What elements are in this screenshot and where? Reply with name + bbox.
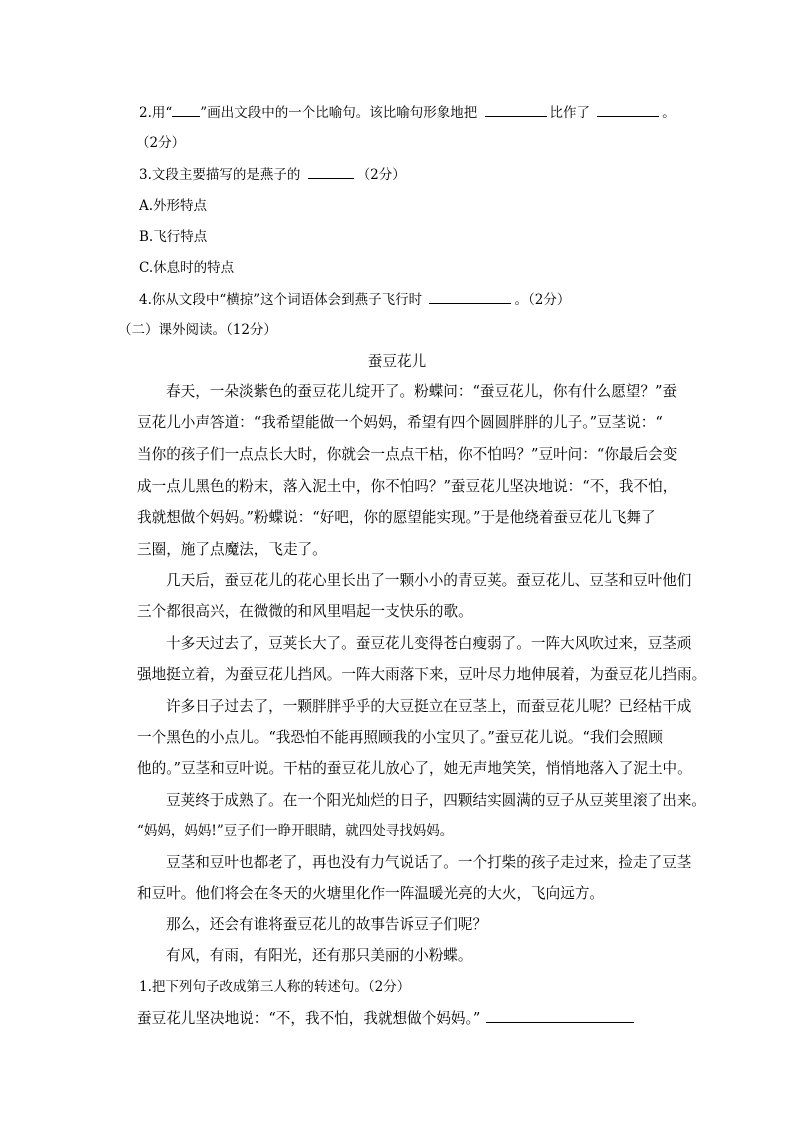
option-c: C.休息时的特点 — [139, 260, 235, 276]
story-line: 豆荚终于成熟了。在一个阳光灿烂的日子，四颗结实圆满的豆子从豆荚里滚了出来。 — [166, 792, 706, 809]
q4-text: 4.你从文段中“横掠”这个词语体会到燕子飞行时 — [139, 292, 423, 308]
answer-blank[interactable] — [597, 102, 659, 117]
story-line: 豆花儿小声答道：“我希望能做一个妈妈，希望有四个圆圆胖胖的儿子。”豆茎说：“ — [137, 414, 663, 431]
story-line: 我就想做个妈妈。”粉蝶说：“好吧，你的愿望能实现。”于是他绕着蚕豆花儿飞舞了 — [137, 509, 656, 526]
story-line: 当你的孩子们一点点长大时，你就会一点点干枯，你不怕吗？”豆叶问：“你最后会变 — [137, 446, 678, 463]
story-line: 那么，还会有谁将蚕豆花儿的故事告诉豆子们呢？ — [166, 916, 488, 933]
question-b1-sentence — [137, 1008, 637, 1029]
q3-text: 3.文段主要描写的是燕子的 — [139, 167, 301, 183]
answer-blank[interactable] — [429, 289, 511, 304]
story-line: 豆茎和豆叶也都老了，再也没有力气说话了。一个打柴的孩子走过来，捡走了豆茎 — [166, 854, 692, 871]
q3-score: （2分） — [356, 167, 406, 183]
story-line: 许多日子过去了，一颗胖胖乎乎的大豆挺立在豆茎上，而蚕豆花儿呢？已经枯干成 — [166, 698, 692, 715]
question-2-score: （2分） — [136, 135, 186, 151]
story-line: 强地挺立着，为蚕豆花儿挡风。一阵大雨落下来，豆叶尽力地伸展着，为蚕豆花儿挡雨。 — [137, 666, 707, 683]
q2-prefix: 2.用“ — [139, 105, 173, 121]
question-4 — [139, 289, 570, 310]
question-b1: 1.把下列句子改成第三人称的转述句。（2分） — [139, 979, 411, 995]
story-line: 三个都很高兴，在微微的和风里唱起一支快乐的歌。 — [137, 603, 473, 620]
story-line: 有风，有雨，有阳光，还有那只美丽的小粉蝶。 — [166, 947, 473, 964]
option-a: A.外形特点 — [139, 198, 208, 214]
option-b: B.飞行特点 — [139, 229, 208, 245]
story-line: 一个黑色的小点儿。“我恐怕不能再照顾我的小宝贝了。”蚕豆花儿说。“我们会照顾 — [137, 729, 663, 746]
q2-middle: 比作了 — [549, 105, 590, 121]
underline-mark — [172, 104, 200, 117]
story-line: “妈妈，妈妈!”豆子们一睁开眼睛，就四处寻找妈妈。 — [137, 823, 454, 839]
story-line: 三圈，施了点魔法，飞走了。 — [137, 541, 327, 558]
question-3 — [139, 164, 406, 185]
q2-end: 。 — [662, 105, 676, 121]
b1-sentence-text: 蚕豆花儿坚决地说：“不，我不怕，我就想做个妈妈。” — [137, 1010, 481, 1027]
story-line: 十多天过去了，豆荚长大了。蚕豆花儿变得苍白瘦弱了。一阵大风吹过来，豆茎顽 — [166, 635, 692, 652]
q2-suffix: ”画出文段中的一个比喻句。该比喻句形象地把 — [200, 105, 478, 121]
question-2 — [139, 102, 676, 123]
section-heading: （二）课外阅读。（12分） — [118, 322, 277, 338]
story-line: 和豆叶。他们将会在冬天的火塘里化作一阵温暖光亮的大火，飞向远方。 — [137, 885, 605, 902]
story-line: 春天，一朵淡紫色的蚕豆花儿绽开了。粉蝶问：“蚕豆花儿，你有什么愿望？”蚕 — [166, 383, 678, 400]
story-line: 成一点儿黑色的粉末，落入泥土中，你不怕吗？”蚕豆花儿坚决地说：“不，我不怕， — [137, 478, 678, 495]
answer-blank[interactable] — [308, 164, 354, 179]
answer-blank[interactable] — [485, 102, 547, 117]
story-title: 蚕豆花儿 — [367, 353, 427, 370]
story-line: 他的。”豆茎和豆叶说。干枯的蚕豆花儿放心了，她无声地笑笑，悄悄地落入了泥土中。 — [137, 760, 692, 777]
q4-end: 。（2分） — [514, 292, 571, 308]
answer-blank[interactable] — [486, 1008, 634, 1023]
story-line: 几天后，蚕豆花儿的花心里长出了一颗小小的青豆荚。蚕豆花儿、豆茎和豆叶他们 — [166, 572, 692, 589]
